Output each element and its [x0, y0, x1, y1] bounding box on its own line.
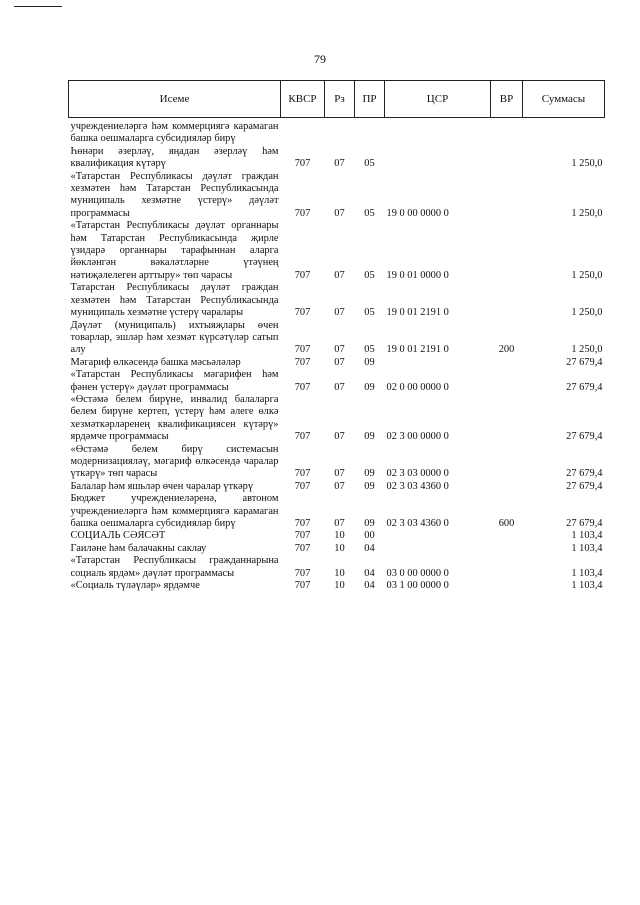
row-name: «Өстәмә белем бирү системасын модернизацияләү, мәгариф өлкәсендә чаралар үткәрү» төп чарасы	[70, 443, 279, 480]
row-rz: 07	[334, 158, 345, 170]
header-pr: ПР	[355, 81, 385, 118]
row-vr	[491, 530, 523, 542]
table-row	[69, 171, 605, 221]
row-kvsr: 707	[294, 356, 311, 368]
row-vr	[491, 394, 523, 444]
row-kvsr: 707	[294, 381, 311, 393]
row-rz: 07	[334, 207, 345, 219]
row-pr: 09	[364, 381, 375, 393]
row-name: Һөнәри әзерләү, яңадан әзерләү һәм квалификация күтәрү	[70, 145, 279, 170]
row-name: СОЦИАЛЬ СӘЯСӘТ	[70, 530, 166, 542]
table-row	[69, 493, 605, 530]
table-row	[69, 530, 605, 542]
table-row	[69, 580, 605, 592]
row-name: «Татарстан Республикасы дәүләт граждан хезмәтен һәм Татарстан Республикасында муниципаль хезмәтне үстерү» дәүләт программасы	[70, 170, 279, 219]
budget-table	[68, 80, 605, 592]
row-kvsr: 707	[294, 518, 311, 529]
row-kvsr: 707	[294, 307, 311, 319]
row-sum: 1 103,4	[571, 530, 603, 542]
row-pr: 05	[364, 158, 375, 170]
row-kvsr: 707	[294, 344, 311, 356]
row-csr	[385, 146, 491, 171]
row-kvsr: 707	[294, 269, 311, 281]
row-kvsr: 707	[294, 158, 311, 170]
row-vr	[491, 220, 523, 282]
row-vr	[491, 481, 523, 493]
row-rz: 07	[334, 468, 345, 480]
table-row	[69, 543, 605, 555]
row-sum: 1 103,4	[571, 542, 603, 554]
row-rz: 10	[334, 530, 345, 542]
table-row	[69, 320, 605, 357]
row-sum: 1 103,4	[571, 567, 603, 579]
row-sum: 27 679,4	[566, 468, 603, 480]
row-name: Гаиләне һәм балачакны саклау	[70, 542, 207, 554]
header-kvsr: КВСР	[281, 81, 325, 118]
row-vr	[491, 580, 523, 592]
row-csr: 03 0 00 0000 0	[386, 567, 449, 579]
row-name: Татарстан Республикасы дәүләт граждан хезмәтен һәм Татарстан Республикасында муниципаль хезмәтне үстерү чаралары	[70, 282, 279, 319]
row-name: учреждениеләргә һәм коммерциягә карамаган башка оешмаларга субсидияләр бирү	[70, 121, 279, 145]
row-pr: 04	[364, 542, 375, 554]
table-row	[69, 394, 605, 444]
row-vr	[491, 357, 523, 369]
row-csr: 19 0 00 0000 0	[386, 207, 449, 219]
row-csr: 03 1 00 0000 0	[386, 580, 449, 592]
row-kvsr: 707	[294, 542, 311, 554]
row-name: «Татарстан Республикасы дәүләт органнары һәм Татарстан Республикасында җирле үзидарә органнары тарафыннан аларга йөкләнгән вәкаләтләрне үтәүнең нәтиҗәлелеген арттыру» төп чарасы	[70, 220, 279, 281]
row-csr: 02 3 00 0000 0	[386, 431, 449, 443]
row-csr: 02 3 03 4360 0	[386, 480, 449, 492]
row-name: «Татарстан Республикасы гражданнарына социаль ярдәм» дәүләт программасы	[70, 555, 279, 579]
row-name: Балалар һәм яшьләр өчен чаралар үткәрү	[70, 480, 254, 492]
row-kvsr: 707	[294, 580, 311, 592]
row-sum: 1 103,4	[571, 580, 603, 592]
row-rz: 10	[334, 567, 345, 579]
header-row	[69, 81, 605, 118]
row-pr: 05	[364, 207, 375, 219]
row-kvsr: 707	[294, 468, 311, 480]
row-pr: 09	[364, 431, 375, 443]
row-vr	[491, 444, 523, 481]
row-pr: 04	[364, 580, 375, 592]
row-sum: 27 679,4	[566, 431, 603, 443]
row-vr	[491, 282, 523, 319]
row-vr	[491, 146, 523, 171]
row-sum: 27 679,4	[566, 381, 603, 393]
row-rz: 10	[334, 580, 345, 592]
top-rule	[14, 6, 62, 7]
table-row	[69, 555, 605, 580]
row-pr: 09	[364, 356, 375, 368]
row-rz: 07	[334, 518, 345, 529]
row-sum	[523, 118, 605, 146]
row-pr: 04	[364, 567, 375, 579]
row-csr: 19 0 01 0000 0	[386, 269, 449, 281]
row-kvsr: 707	[294, 480, 311, 492]
row-name: «Татарстан Республикасы мәгарифен һәм фәнен үстерү» дәүләт программасы	[70, 369, 279, 393]
row-name: Бюджет учреждениеләренә, автоном учреждениеләргә һәм коммерциягә карамаган башка оешмаларга субсидияләр бирү	[70, 493, 279, 529]
row-vr: 200	[498, 344, 515, 356]
header-rz: Рз	[325, 81, 355, 118]
header-csr: ЦСР	[385, 81, 491, 118]
table-row	[69, 118, 605, 146]
row-pr	[355, 118, 385, 146]
row-csr	[385, 118, 491, 146]
row-vr	[491, 543, 523, 555]
row-sum: 1 250,0	[571, 269, 603, 281]
row-name: Дәүләт (муниципаль) ихтыяҗлары өчен товарлар, эшләр һәм хезмәт күрсәтүләр сатып алу	[70, 319, 279, 356]
table-row	[69, 220, 605, 282]
row-sum: 27 679,4	[566, 356, 603, 368]
row-sum: 1 250,0	[571, 344, 603, 356]
row-rz: 07	[334, 269, 345, 281]
row-csr: 19 0 01 2191 0	[386, 344, 449, 356]
row-name: «Социаль түләүләр» ярдәмче	[70, 580, 200, 592]
row-rz: 07	[334, 344, 345, 356]
row-pr: 09	[364, 518, 375, 529]
row-name: Мәгариф өлкәсендә башка мәсьәләләр	[70, 356, 241, 368]
row-csr	[385, 530, 491, 542]
row-vr	[491, 555, 523, 580]
row-csr: 02 3 03 4360 0	[386, 518, 449, 529]
table-row	[69, 369, 605, 394]
row-kvsr: 707	[294, 530, 311, 542]
row-vr: 600	[498, 518, 515, 529]
row-rz: 10	[334, 542, 345, 554]
header-name: Исеме	[69, 81, 281, 118]
row-rz: 07	[334, 381, 345, 393]
row-kvsr	[281, 118, 325, 146]
row-vr	[491, 369, 523, 394]
row-kvsr: 707	[294, 567, 311, 579]
row-pr: 05	[364, 269, 375, 281]
row-rz	[325, 118, 355, 146]
row-rz: 07	[334, 480, 345, 492]
table-body	[69, 118, 605, 593]
row-rz: 07	[334, 307, 345, 319]
row-pr: 09	[364, 468, 375, 480]
row-csr	[385, 543, 491, 555]
row-rz: 07	[334, 431, 345, 443]
row-vr	[491, 171, 523, 221]
row-pr: 09	[364, 480, 375, 492]
row-vr	[491, 118, 523, 146]
row-kvsr: 707	[294, 207, 311, 219]
row-csr: 02 3 03 0000 0	[386, 468, 449, 480]
row-csr	[385, 357, 491, 369]
header-vr: ВР	[491, 81, 523, 118]
row-sum: 1 250,0	[571, 207, 603, 219]
table-row	[69, 282, 605, 319]
row-pr: 05	[364, 344, 375, 356]
row-sum: 27 679,4	[566, 518, 603, 529]
row-csr: 19 0 01 2191 0	[386, 307, 449, 319]
table-row	[69, 357, 605, 369]
row-sum: 1 250,0	[571, 307, 603, 319]
table-row	[69, 146, 605, 171]
table-row	[69, 444, 605, 481]
row-sum: 1 250,0	[571, 158, 603, 170]
row-csr: 02 0 00 0000 0	[386, 381, 449, 393]
row-name: «Өстәмә белем бирүне, инвалид балаларга белем бирүне кертеп, үстерү һәм әлеге өлкә хезмәткәрләренең квалификациясен күтәрү» ярдәмче программасы	[70, 393, 279, 443]
header-sum: Суммасы	[523, 81, 605, 118]
row-pr: 00	[364, 530, 375, 542]
page-number: 79	[314, 52, 326, 66]
table-row	[69, 481, 605, 493]
row-pr: 05	[364, 307, 375, 319]
row-kvsr: 707	[294, 431, 311, 443]
row-rz: 07	[334, 356, 345, 368]
row-sum: 27 679,4	[566, 480, 603, 492]
